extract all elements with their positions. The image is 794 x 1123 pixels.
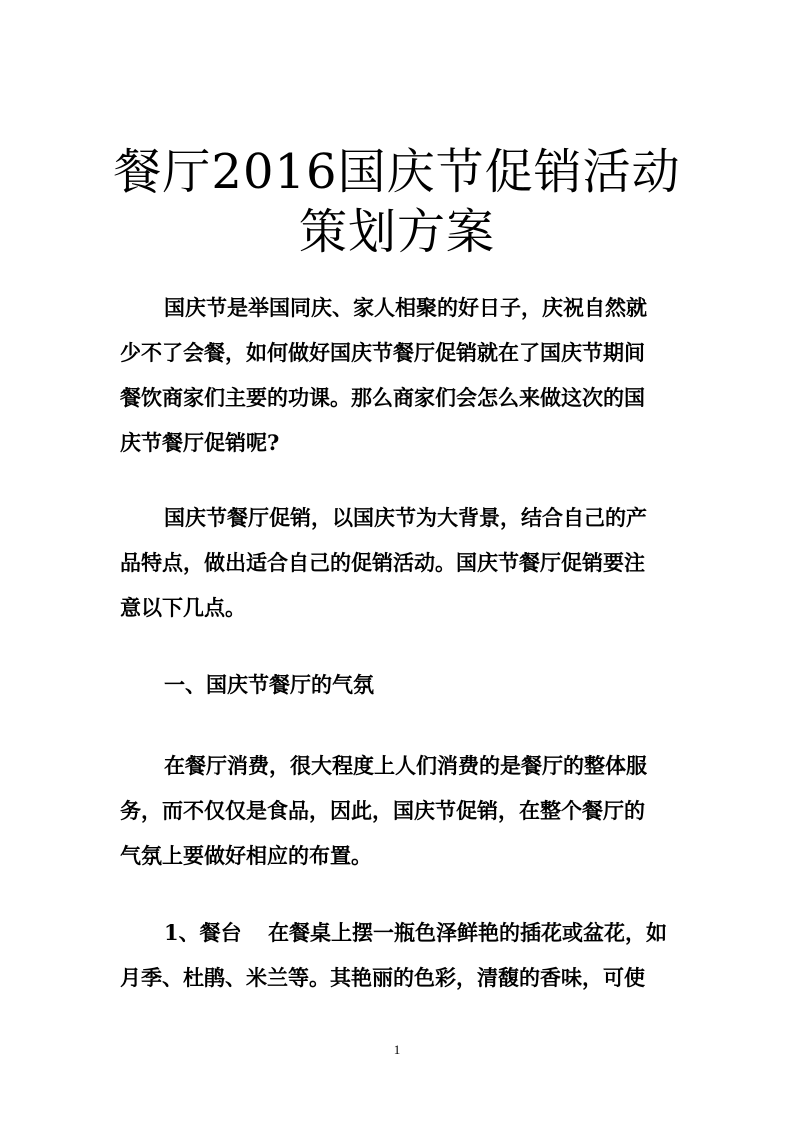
- paragraph-line: 庆节餐厅促销呢?: [120, 430, 280, 455]
- paragraph-line: 国庆节是举国同庆、家人相聚的好日子，庆祝自然就: [164, 295, 647, 320]
- paragraph-line: 务，而不仅仅是食品，因此，国庆节促销，在整个餐厅的: [120, 798, 645, 823]
- document-title-line-2: 策划方案: [298, 204, 495, 260]
- table-decoration-paragraph: [120, 910, 680, 1000]
- paragraph-line: 在餐厅消费，很大程度上人们消费的是餐厅的整体服: [164, 753, 647, 778]
- atmosphere-paragraph: [120, 743, 680, 878]
- paragraph-line: 品特点，做出适合自己的促销活动。国庆节餐厅促销要注: [120, 550, 645, 575]
- paragraph-line: 国庆节餐厅促销，以国庆节为大背景，结合自己的产: [164, 505, 647, 530]
- section-heading: [120, 662, 680, 707]
- section-heading-text: 一、国庆节餐厅的气氛: [164, 672, 374, 697]
- intro-paragraph: [120, 285, 680, 465]
- paragraph-line: [120, 910, 680, 955]
- paragraph-line: 餐饮商家们主要的功课。那么商家们会怎么来做这次的国: [120, 385, 645, 410]
- document-title-line-1: 餐厅2016国庆节促销活动: [113, 144, 681, 200]
- list-item-label: 1、餐台: [164, 920, 242, 945]
- paragraph-line: 月季、杜鹃、米兰等。其艳丽的色彩，清馥的香味，可使: [120, 965, 645, 990]
- paragraph-line: 气氛上要做好相应的布置。: [120, 843, 372, 868]
- promotion-paragraph: [120, 495, 680, 630]
- paragraph-line: 意以下几点。: [120, 595, 246, 620]
- paragraph-line: 少不了会餐，如何做好国庆节餐厅促销就在了国庆节期间: [120, 340, 645, 365]
- list-item-text: 在餐桌上摆一瓶色泽鲜艳的插花或盆花，如: [268, 920, 667, 945]
- page-number: 1: [393, 1042, 401, 1057]
